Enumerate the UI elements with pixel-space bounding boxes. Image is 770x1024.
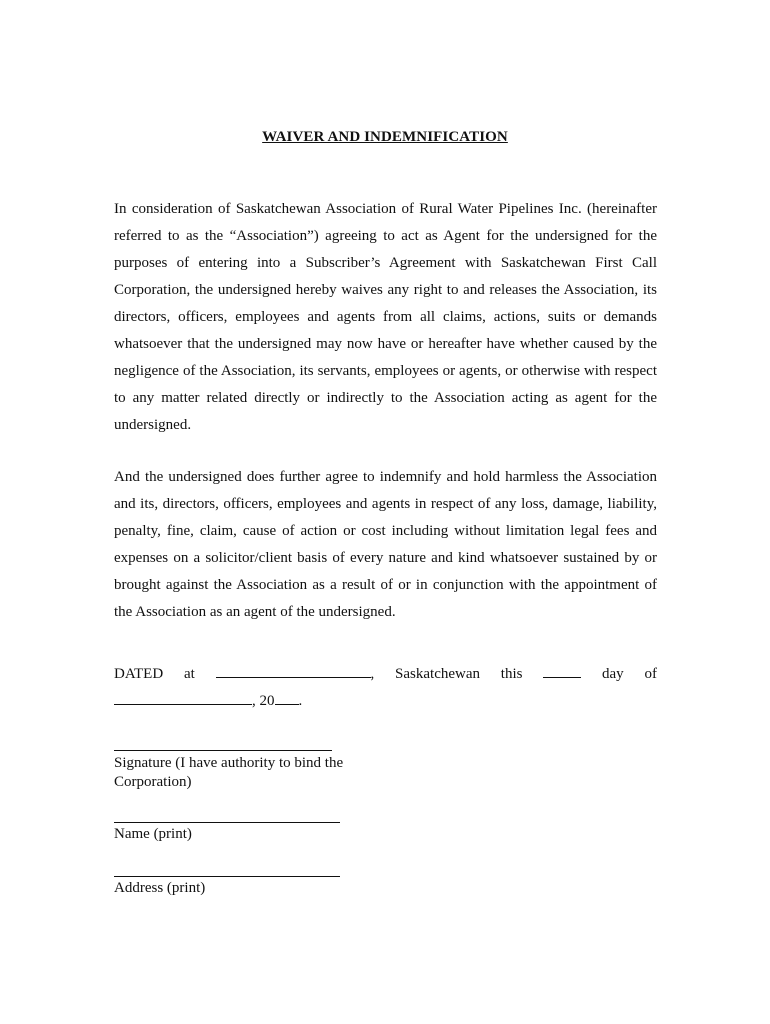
dated-word: DATED [114, 666, 164, 682]
place-blank-field[interactable] [216, 663, 371, 678]
signature-label: Signature (I have authority to bind the Corporation) [114, 755, 344, 790]
name-line[interactable] [114, 822, 340, 823]
document-title: WAIVER AND INDEMNIFICATION [262, 129, 508, 145]
name-label: Name (print) [114, 826, 192, 842]
year-suffix: . [298, 693, 303, 709]
dated-line [114, 661, 657, 688]
day-word: day [602, 666, 624, 682]
place-field-wrapper [216, 661, 375, 688]
day-blank-field[interactable] [543, 663, 581, 678]
address-line[interactable] [114, 876, 340, 877]
year-line [114, 688, 302, 715]
month-blank-field[interactable] [114, 690, 252, 705]
year-blank-field[interactable] [275, 690, 299, 705]
province-name: Saskatchewan [395, 666, 481, 682]
waiver-paragraph: In consideration of Saskatchewan Association of Rural Water Pipelines Inc. (hereinafter referred to as the “Association”) agreeing to act as Agent for the undersigned for the purposes of entering into a Subscriber’s Agreement with Saskatchewan First Call Corporation, the undersigned hereby waives any right to and releases the Association, its directors, officers, employees and agents from all claims, actions, suits or demands whatsoever that the undersigned may now have or hereafter have whether caused by the negligence of the Association, its servants, employees or agents, or otherwise with respect to any matter related directly or indirectly to the Association acting as agent for the undersigned. [114, 201, 657, 433]
indemnification-paragraph: And the undersigned does further agree to indemnify and hold harmless the Association and its, directors, officers, employees and agents in respect of any loss, damage, liability, penalty, fine, claim, cause of action or cost including without limitation legal fees and expenses on a solicitor/client basis of every nature and kind whatsoever sustained by or brought against the Association as a result of or in conjunction with the appointment of the Association as an agent of the undersigned. [114, 469, 657, 620]
this-word: this [500, 666, 523, 682]
place-comma: , [370, 666, 375, 682]
of-word: of [644, 666, 657, 682]
at-word: at [183, 666, 195, 682]
address-label: Address (print) [114, 880, 206, 896]
signature-line[interactable] [114, 750, 332, 751]
year-prefix: , 20 [252, 693, 275, 709]
